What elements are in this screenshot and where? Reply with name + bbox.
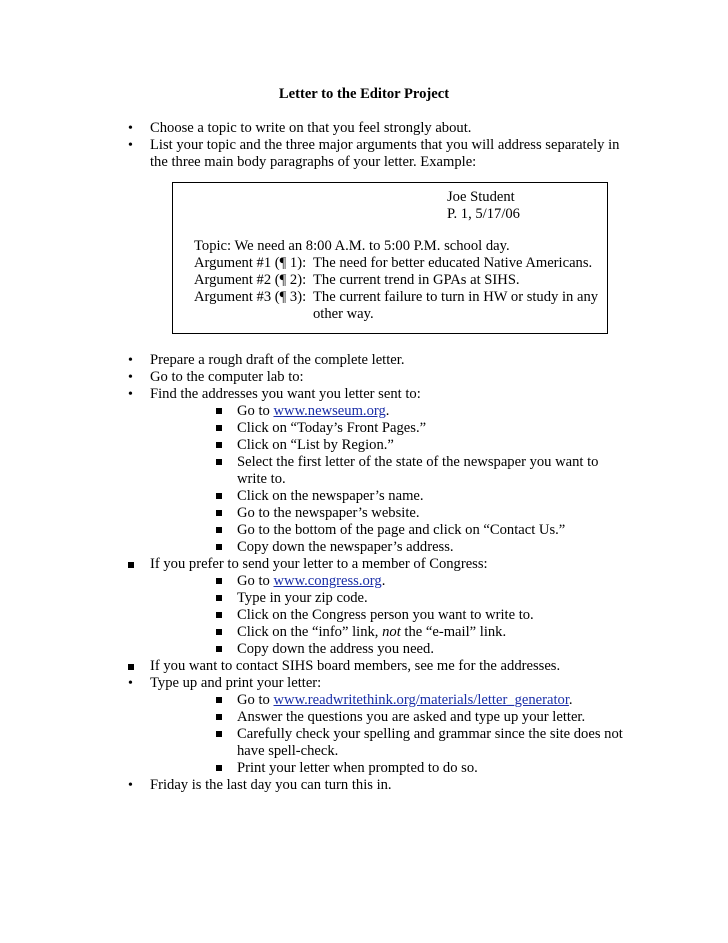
example-topic: Topic: We need an 8:00 A.M. to 5:00 P.M. school day.	[194, 238, 510, 254]
substep-newseum: Click on the newspaper’s name.	[237, 488, 424, 504]
substep-newseum: Go to the bottom of the page and click on “Contact Us.”	[237, 522, 566, 538]
example-period-date: P. 1, 5/17/06	[447, 206, 520, 222]
step-choose-topic: Choose a topic to write on that you feel strongly about.	[150, 120, 472, 136]
square-bullet	[128, 658, 142, 675]
round-bullet: •	[128, 387, 133, 402]
step-board-members: If you want to contact SIHS board members, see me for the addresses.	[150, 658, 561, 674]
substep-readwrite-go: Go to www.readwritethink.org/materials/letter_generator.	[237, 692, 573, 708]
example-argument-text: The current failure to turn in HW or study in any	[313, 289, 599, 305]
substep-congress-zip: Type in your zip code.	[237, 590, 368, 606]
substep-congress-copy: Copy down the address you need.	[237, 641, 434, 657]
square-bullet	[216, 709, 230, 726]
substep-newseum: Copy down the newspaper’s address.	[237, 539, 454, 555]
step-list-topic: List your topic and the three major arguments that you will address separately in	[150, 137, 620, 153]
round-bullet: •	[128, 121, 133, 136]
round-bullet: •	[128, 778, 133, 793]
square-bullet	[128, 556, 142, 573]
round-bullet: •	[128, 138, 133, 153]
substep-congress-go: Go to www.congress.org.	[237, 573, 386, 589]
square-bullet	[216, 437, 230, 454]
example-argument-text: The current trend in GPAs at SIHS.	[313, 272, 520, 288]
square-bullet	[216, 488, 230, 505]
square-bullet	[216, 641, 230, 658]
substep-readwrite: Answer the questions you are asked and type up your letter.	[237, 709, 586, 725]
square-bullet	[216, 692, 230, 709]
example-argument-label: Argument #3 (¶ 3):	[194, 289, 307, 305]
readwritethink-link[interactable]: www.readwritethink.org/materials/letter_generator	[273, 692, 569, 708]
page-title: Letter to the Editor Project	[278, 86, 450, 102]
step-friday-deadline: Friday is the last day you can turn this in.	[150, 777, 392, 793]
example-name: Joe Student	[447, 189, 515, 205]
square-bullet	[216, 607, 230, 624]
example-argument-label: Argument #1 (¶ 1):	[194, 255, 307, 271]
square-bullet	[216, 573, 230, 590]
substep-newseum: Go to the newspaper’s website.	[237, 505, 420, 521]
substep-newseum: Select the first letter of the state of the newspaper you want to	[237, 454, 599, 470]
square-bullet	[216, 590, 230, 607]
substep-readwrite-cont: have spell-check.	[237, 743, 339, 759]
substep-congress-info: Click on the “info” link, not the “e-mail” link.	[237, 624, 507, 640]
square-bullet	[216, 454, 230, 471]
square-bullet	[216, 403, 230, 420]
round-bullet: •	[128, 353, 133, 368]
square-bullet	[216, 522, 230, 539]
square-bullet	[216, 624, 230, 641]
substep-newseum: Click on “List by Region.”	[237, 437, 394, 453]
square-bullet	[216, 505, 230, 522]
step-rough-draft: Prepare a rough draft of the complete letter.	[150, 352, 405, 368]
substep-newseum: Click on “Today’s Front Pages.”	[237, 420, 427, 436]
square-bullet	[216, 539, 230, 556]
substep-readwrite: Carefully check your spelling and grammar since the site does not	[237, 726, 623, 742]
example-argument-text: The need for better educated Native Americans.	[313, 255, 593, 271]
round-bullet: •	[128, 370, 133, 385]
example-argument-text-cont: other way.	[313, 306, 374, 322]
substep-newseum-cont: write to.	[237, 471, 286, 487]
congress-link[interactable]: www.congress.org	[273, 573, 382, 589]
substep-newseum-go: Go to www.newseum.org.	[237, 403, 390, 419]
step-list-topic-cont: the three main body paragraphs of your letter. Example:	[150, 154, 477, 170]
square-bullet	[216, 726, 230, 743]
newseum-link[interactable]: www.newseum.org	[273, 403, 386, 419]
square-bullet	[216, 760, 230, 777]
substep-congress-person: Click on the Congress person you want to write to.	[237, 607, 534, 623]
example-box	[172, 182, 608, 334]
step-type-up: Type up and print your letter:	[150, 675, 322, 691]
example-argument-label: Argument #2 (¶ 2):	[194, 272, 307, 288]
step-congress: If you prefer to send your letter to a member of Congress:	[150, 556, 488, 572]
square-bullet	[216, 420, 230, 437]
step-find-addresses: Find the addresses you want you letter sent to:	[150, 386, 421, 402]
round-bullet: •	[128, 676, 133, 691]
substep-readwrite: Print your letter when prompted to do so.	[237, 760, 478, 776]
step-computer-lab: Go to the computer lab to:	[150, 369, 304, 385]
